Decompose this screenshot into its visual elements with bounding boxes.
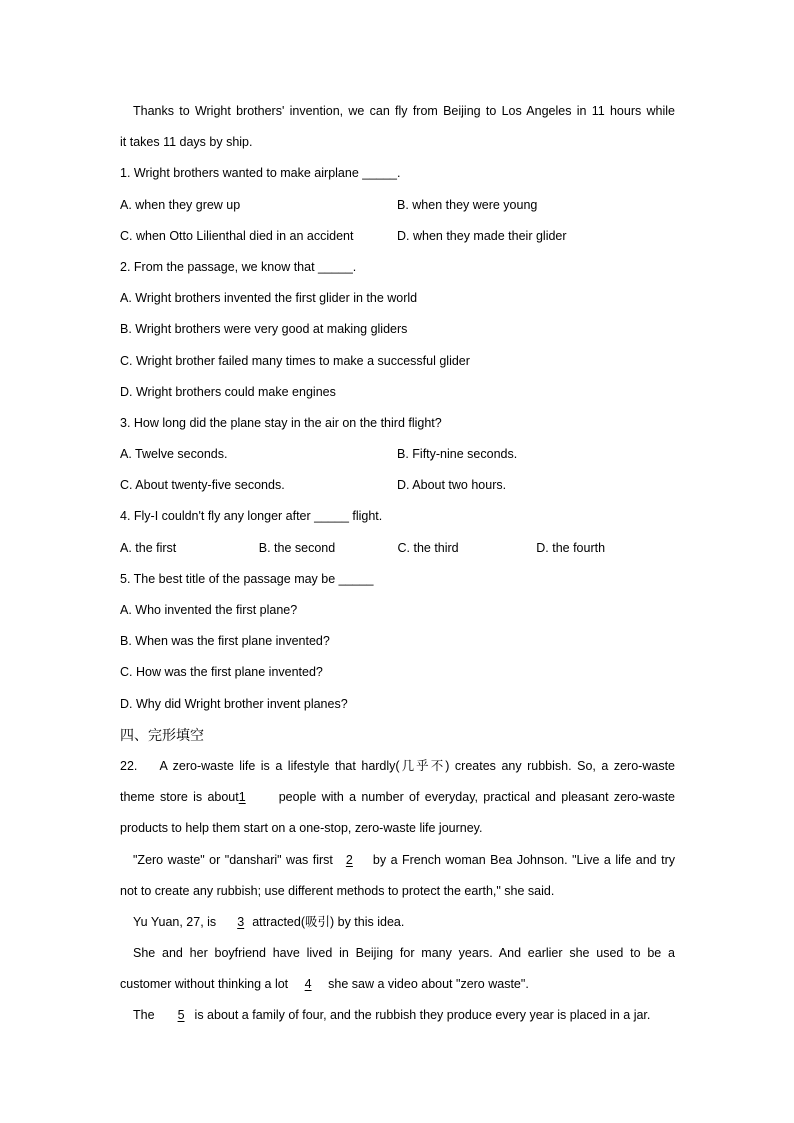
cloze-text: "Zero waste" or "danshari" was first [133, 852, 333, 867]
question-3-stem: 3. How long did the plane stay in the air on the third flight? [120, 415, 442, 430]
cloze-blank-1: 1 [238, 790, 246, 805]
question-4-stem: 4. Fly-I couldn't fly any longer after _____ flight. [120, 509, 383, 524]
option-c: C. Wright brother failed many times to make a successful glider [120, 353, 470, 368]
passage-line: it takes 11 days by ship. [120, 135, 253, 150]
cloze-line [120, 751, 675, 782]
page-content [120, 96, 675, 1032]
question-2-stem: 2. From the passage, we know that _____. [120, 259, 357, 274]
option-c: C. the third [397, 540, 459, 555]
option-a: A. Who invented the first plane? [120, 603, 298, 617]
cloze-text: Yu Yuan, 27, is [133, 914, 217, 929]
section-heading: 四、完形填空 [120, 726, 204, 743]
option-b: B. when they were young [397, 197, 538, 212]
cloze-text: is about a family of four, and the rubbish they produce every year is placed in a jar. [194, 1008, 651, 1023]
option-b: B. Fifty-nine seconds. [397, 447, 518, 462]
option-b: B. the second [258, 540, 336, 555]
option-d: D. the fourth [536, 540, 606, 555]
option-d: D. when they made their glider [397, 228, 567, 243]
cloze-text: customer without thinking a lot [120, 977, 289, 992]
cloze-line: not to create any rubbish; use different methods to protect the earth," she said. [120, 883, 555, 898]
option-a: A. when they grew up [120, 197, 241, 212]
cloze-text: people with a number of everyday, practical and pleasant zero-waste [278, 790, 675, 805]
question-3-options-row [120, 470, 675, 501]
question-3-options-row [120, 439, 675, 470]
option-b: B. Wright brothers were very good at making gliders [120, 322, 408, 337]
option-c: C. How was the first plane invented? [120, 665, 323, 680]
question-number: 22. [120, 758, 138, 773]
question-1-options-row [120, 190, 675, 221]
cloze-line: products to help them start on a one-stop, zero-waste life journey. [120, 821, 483, 836]
option-d: D. Why did Wright brother invent planes? [120, 696, 348, 711]
cloze-blank-3: 3 [237, 914, 245, 929]
cloze-line [120, 782, 675, 813]
option-d: D. About two hours. [397, 478, 507, 493]
option-c: C. when Otto Lilienthal died in an accident [120, 228, 354, 243]
cloze-text: The [133, 1008, 155, 1023]
cloze-blank-4: 4 [304, 977, 312, 992]
cloze-text: attracted(吸引) by this idea. [252, 914, 405, 929]
question-1-options-row [120, 221, 675, 252]
cloze-blank-2: 2 [345, 852, 353, 867]
cloze-line [120, 1000, 675, 1031]
option-a: A. Wright brothers invented the first glider in the world [120, 291, 418, 306]
option-a: A. Twelve seconds. [120, 447, 228, 462]
cloze-text: she saw a video about "zero waste". [328, 977, 529, 992]
cloze-text: theme store is about [120, 790, 239, 805]
option-d: D. Wright brothers could make engines [120, 384, 336, 399]
option-c: C. About twenty-five seconds. [120, 478, 285, 493]
question-1-stem: 1. Wright brothers wanted to make airplane _____. [120, 166, 401, 181]
option-a: A. the first [120, 540, 177, 555]
cloze-line: She and her boyfriend have lived in Beijing for many years. And earlier she used to be a [133, 946, 675, 961]
cloze-line [120, 907, 675, 938]
cloze-text: A zero-waste life is a lifestyle that hardly(几乎不) creates any rubbish. So, a zero-waste [159, 758, 675, 773]
question-4-options-row [120, 533, 675, 564]
cloze-text: by a French woman Bea Johnson. "Live a life and try [372, 852, 675, 867]
passage-line: Thanks to Wright brothers' invention, we can fly from Beijing to Los Angeles in 11 hours while [133, 104, 675, 118]
cloze-line [120, 845, 675, 876]
option-b: B. When was the first plane invented? [120, 634, 330, 649]
cloze-blank-5: 5 [177, 1008, 185, 1023]
question-5-stem: 5. The best title of the passage may be _____ [120, 571, 374, 586]
cloze-line [120, 969, 675, 1000]
